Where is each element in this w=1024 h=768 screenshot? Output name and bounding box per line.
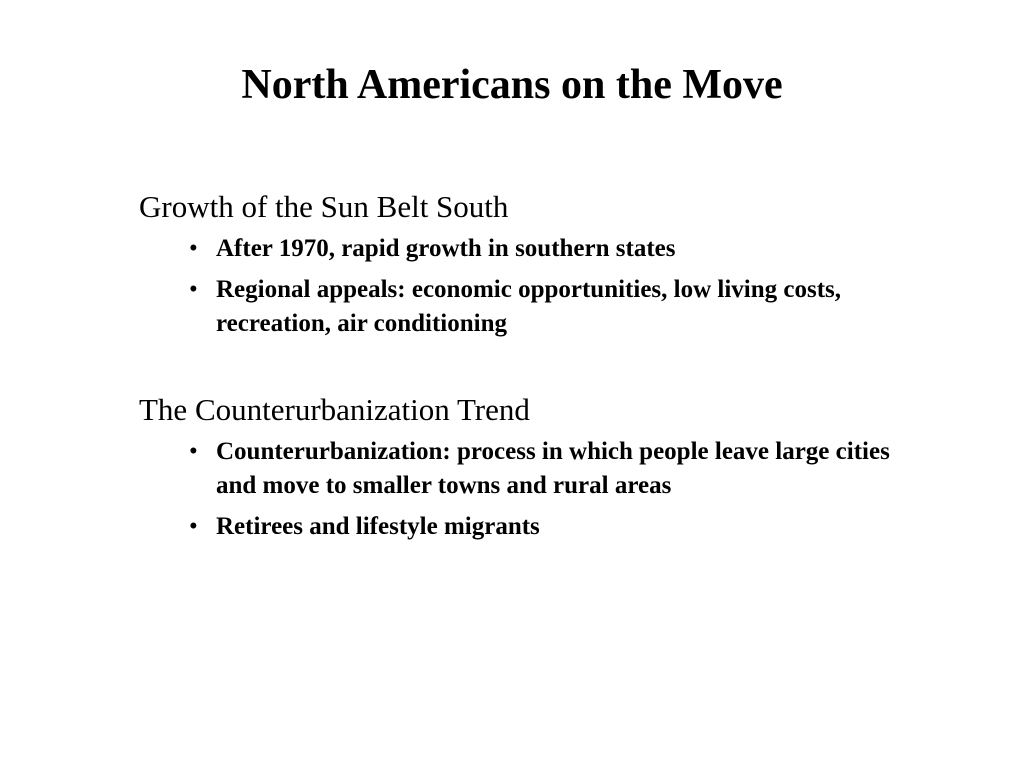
bullet-item	[139, 510, 939, 544]
bullet-glyph: •	[189, 513, 198, 540]
bullet-list	[139, 232, 939, 341]
bullet-list	[139, 435, 939, 544]
section-counterurbanization	[139, 389, 939, 544]
bullet-text: Regional appeals: economic opportunities, low living costs, recreation, air conditioning	[216, 276, 842, 337]
bullet-glyph: •	[189, 276, 198, 303]
slide-title: North Americans on the Move	[241, 62, 783, 108]
section-sun-belt	[139, 186, 939, 341]
bullet-text: Retirees and lifestyle migrants	[216, 513, 540, 540]
bullet-text: After 1970, rapid growth in southern states	[216, 235, 676, 262]
bullet-item	[139, 435, 939, 503]
section-heading: The Counterurbanization Trend	[139, 392, 530, 427]
slide-content	[139, 186, 939, 592]
bullet-text: Counterurbanization: process in which people leave large cities and move to smaller towns and rural areas	[216, 438, 890, 499]
bullet-glyph: •	[189, 438, 198, 465]
bullet-item	[139, 273, 939, 341]
bullet-glyph: •	[189, 235, 198, 262]
bullet-item	[139, 232, 939, 266]
section-heading: Growth of the Sun Belt South	[139, 189, 509, 224]
